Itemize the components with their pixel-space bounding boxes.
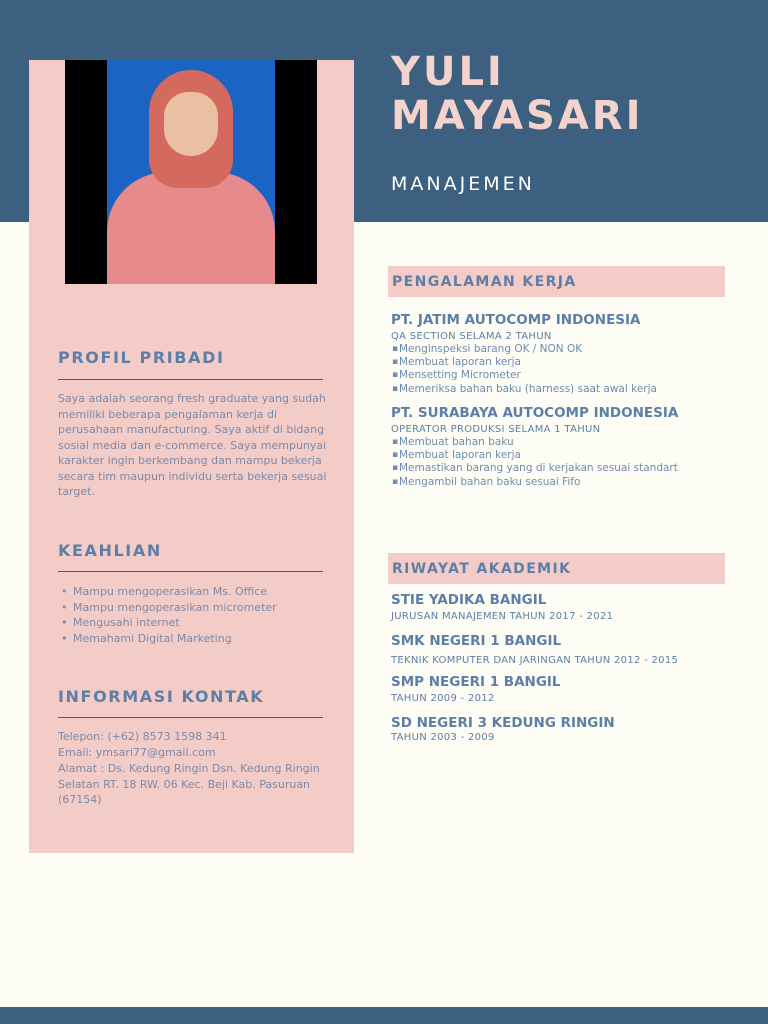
contact-address: Alamat : Ds. Kedung Ringin Dsn. Kedung Ringin Selatan RT. 18 RW. 06 Kec. Beji Kab. Pasuruan (67154) [58, 762, 320, 806]
profile-heading: PROFIL PRIBADI [58, 348, 225, 367]
skills-heading: KEAHLIAN [58, 541, 162, 560]
education-heading-bar [388, 553, 725, 584]
education-school: SMP NEGERI 1 BANGIL [391, 674, 561, 690]
education-detail: JURUSAN MANAJEMEN TAHUN 2017 - 2021 [391, 611, 614, 622]
education-detail: TAHUN 2003 - 2009 [391, 732, 495, 743]
education-school: SD NEGERI 3 KEDUNG RINGIN [391, 715, 615, 731]
list-item: ▪ Memeriksa bahan baku (harness) saat awal kerja [391, 383, 725, 396]
education-school: STIE YADIKA BANGIL [391, 592, 547, 608]
job-company: PT. JATIM AUTOCOMP INDONESIA [391, 312, 641, 328]
contact-email: Email: ymsari77@gmail.com [58, 746, 216, 759]
list-item: • Mampu mengoperasikan Ms. Office [58, 584, 328, 600]
profile-divider [58, 379, 323, 380]
job-duties [391, 436, 725, 489]
list-item: ▪ Membuat laporan kerja [391, 449, 725, 462]
list-item: • Mengusahi internet [58, 615, 328, 631]
footer-band [0, 1007, 768, 1024]
experience-heading-bar [388, 266, 725, 297]
education-heading: RIWAYAT AKADEMIK [392, 561, 572, 577]
skills-list [58, 584, 328, 646]
contact-divider [58, 717, 323, 718]
list-item: • Mampu mengoperasikan micrometer [58, 600, 328, 616]
list-item: ▪ Mengambil bahan baku sesuai Fifo [391, 476, 725, 489]
list-item: ▪ Memastikan barang yang di kerjakan sesuai standart [391, 462, 725, 475]
skills-divider [58, 571, 323, 572]
person-name: YULI MAYASARI [391, 49, 644, 139]
job-position: QA SECTION SELAMA 2 TAHUN [391, 331, 552, 342]
list-item: ▪ Mensetting Micrometer [391, 369, 725, 382]
contact-phone: Telepon: (+62) 8573 1598 341 [58, 730, 227, 743]
list-item: ▪ Membuat laporan kerja [391, 356, 725, 369]
education-detail: TEKNIK KOMPUTER DAN JARINGAN TAHUN 2012 - 2015 [391, 655, 679, 666]
education-school: SMK NEGERI 1 BANGIL [391, 633, 562, 649]
list-item: ▪ Membuat bahan baku [391, 436, 725, 449]
job-position: OPERATOR PRODUKSI SELAMA 1 TAHUN [391, 424, 601, 435]
person-role: MANAJEMEN [391, 173, 535, 195]
profile-text: Saya adalah seorang fresh graduate yang sudah memiliki beberapa pengalaman kerja di perusahaan manufacturing. Saya aktif di bidang sosial media dan e-commerce. Saya mempunyai karakter ingin berkembang dan mampu bekerja secara tim maupun individu serta bekerja sesuai target. [58, 392, 327, 498]
sidebar [29, 60, 354, 853]
job-duties [391, 343, 725, 396]
contact-heading: INFORMASI KONTAK [58, 687, 265, 706]
education-detail: TAHUN 2009 - 2012 [391, 693, 495, 704]
list-item: • Memahami Digital Marketing [58, 631, 328, 647]
experience-heading: PENGALAMAN KERJA [392, 274, 577, 290]
profile-photo [65, 60, 317, 284]
list-item: ▪ Menginspeksi barang OK / NON OK [391, 343, 725, 356]
job-company: PT. SURABAYA AUTOCOMP INDONESIA [391, 405, 679, 421]
